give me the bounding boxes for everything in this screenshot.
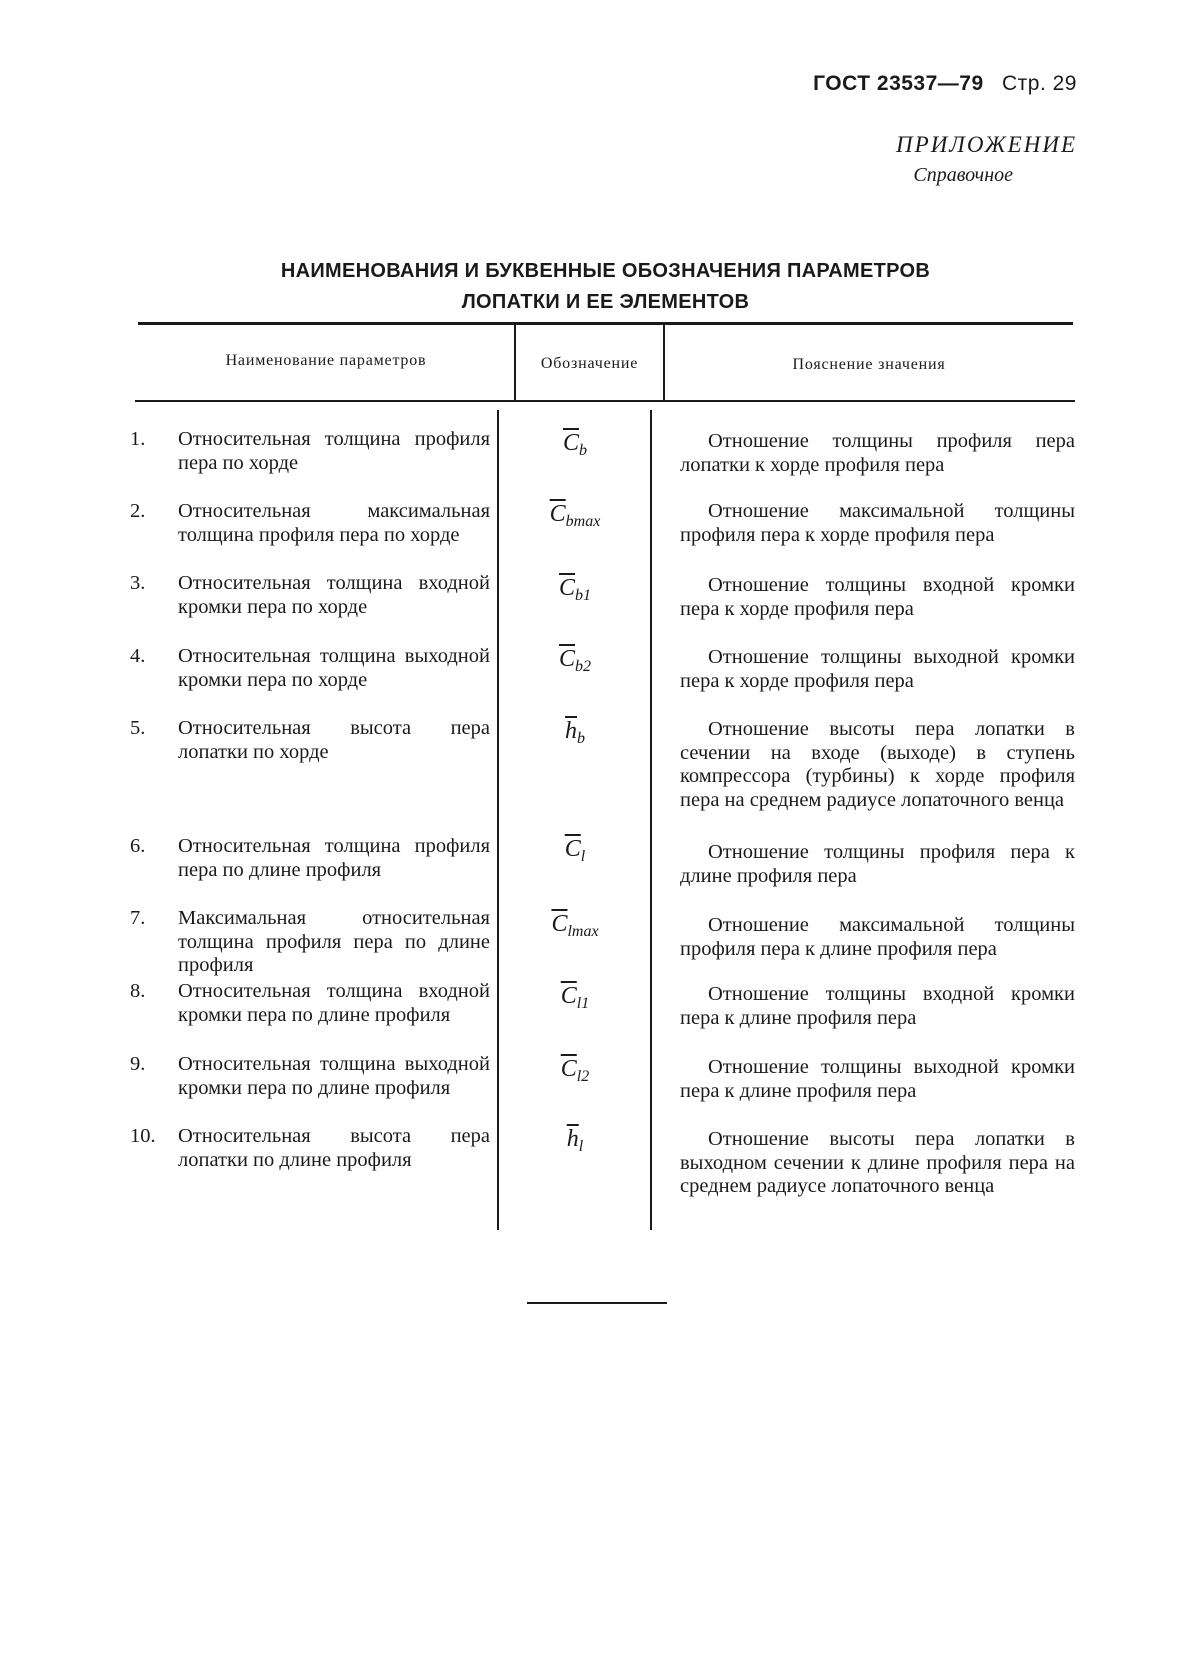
row-number: 2. bbox=[130, 500, 146, 522]
page-header bbox=[813, 72, 1077, 96]
parameter-explanation: Отношение высоты пера лопатки в сечении на входе (выходе) в ступень компрессора (турбины) к хорде профиля пера на среднем радиусе лопаточного венца bbox=[680, 718, 1075, 811]
column-header-name: Наименование параметров bbox=[225, 352, 427, 369]
row-number: 5. bbox=[130, 717, 146, 739]
parameter-explanation: Отношение толщины профиля пера лопатки к хорде профиля пера bbox=[680, 430, 1075, 476]
column-header-explanation: Пояснение значения bbox=[792, 356, 946, 373]
row-number: 9. bbox=[130, 1053, 146, 1075]
table-row-name bbox=[130, 1053, 490, 1100]
table-row-name bbox=[130, 428, 490, 475]
parameter-name: Относительная толщина профиля пера по хорде bbox=[178, 428, 490, 474]
header-divider-2 bbox=[663, 325, 665, 400]
parameter-symbol: $\overline{C}_{lmax}$ bbox=[551, 911, 599, 940]
row-number: 10. bbox=[130, 1125, 156, 1147]
table-top-rule bbox=[138, 322, 1073, 325]
parameter-symbol: $\overline{C}_{l1}$ bbox=[560, 983, 590, 1012]
parameter-explanation: Отношение толщины выходной кромки пера к хорде профиля пера bbox=[680, 646, 1075, 692]
parameter-symbol: $\overline{C}_{b1}$ bbox=[558, 575, 591, 604]
row-number: 4. bbox=[130, 645, 146, 667]
parameter-name: Относительная высота пера лопатки по хорде bbox=[178, 717, 490, 763]
title-line-1: НАИМЕНОВАНИЯ И БУКВЕННЫЕ ОБОЗНАЧЕНИЯ ПАРАМЕТРОВ bbox=[280, 260, 931, 282]
table-row-name bbox=[130, 645, 490, 692]
row-number: 8. bbox=[130, 980, 146, 1002]
parameter-symbol: $\overline{C}_{b2}$ bbox=[558, 646, 591, 675]
table-row-name bbox=[130, 572, 490, 619]
appendix-type: Справочное bbox=[913, 164, 1013, 186]
parameter-symbol: $\overline{h}_l$ bbox=[566, 1126, 584, 1155]
document-title bbox=[138, 256, 1073, 318]
parameter-name: Относительная толщина выходной кромки пера по длине профиля bbox=[178, 1053, 490, 1099]
parameter-symbol: $\overline{C}_{bmax}$ bbox=[549, 501, 601, 530]
column-divider-2 bbox=[650, 410, 652, 1230]
appendix-label bbox=[896, 132, 1077, 187]
parameter-name: Максимальная относительная толщина профиля пера по длине профиля bbox=[178, 907, 490, 976]
header-bottom-rule bbox=[135, 400, 1075, 402]
parameter-explanation: Отношение толщины выходной кромки пера к длине профиля пера bbox=[680, 1056, 1075, 1102]
table-row-name bbox=[130, 717, 490, 764]
title-line-2: ЛОПАТКИ И ЕЕ ЭЛЕМЕНТОВ bbox=[461, 291, 750, 313]
table-row-name bbox=[130, 1125, 490, 1172]
row-number: 3. bbox=[130, 572, 146, 594]
page-number: Стр. 29 bbox=[1002, 72, 1077, 95]
parameter-name: Относительная толщина входной кромки пера по длине профиля bbox=[178, 980, 490, 1026]
parameter-explanation: Отношение толщины профиля пера к длине профиля пера bbox=[680, 841, 1075, 887]
parameter-symbol: $\overline{C}_l$ bbox=[564, 836, 586, 865]
parameter-name: Относительная максимальная толщина профиля пера по хорде bbox=[178, 500, 490, 546]
parameter-symbol: $\overline{C}_{l2}$ bbox=[560, 1056, 590, 1085]
parameter-symbol: $\overline{C}_b$ bbox=[562, 430, 587, 459]
table-row-name bbox=[130, 835, 490, 882]
parameter-explanation: Отношение максимальной толщины профиля пера к хорде профиля пера bbox=[680, 500, 1075, 546]
standard-number: ГОСТ 23537—79 bbox=[813, 72, 984, 95]
column-divider-1 bbox=[497, 410, 499, 1230]
end-rule bbox=[527, 1302, 667, 1304]
parameter-explanation: Отношение толщины входной кромки пера к хорде профиля пера bbox=[680, 574, 1075, 620]
header-divider-1 bbox=[514, 325, 516, 400]
table-row-name bbox=[130, 980, 490, 1027]
appendix-title: ПРИЛОЖЕНИЕ bbox=[896, 132, 1077, 157]
table-row-name bbox=[130, 907, 490, 978]
parameter-name: Относительная высота пера лопатки по длине профиля bbox=[178, 1125, 490, 1171]
table-row-name bbox=[130, 500, 490, 547]
parameter-explanation: Отношение максимальной толщины профиля пера к длине профиля пера bbox=[680, 914, 1075, 960]
parameter-name: Относительная толщина выходной кромки пера по хорде bbox=[178, 645, 490, 691]
parameter-symbol: $\overline{h}_b$ bbox=[565, 718, 585, 747]
parameter-explanation: Отношение высоты пера лопатки в выходном сечении к длине профиля пера на среднем радиусе лопаточного венца bbox=[680, 1128, 1075, 1197]
parameter-name: Относительная толщина входной кромки пера по хорде bbox=[178, 572, 490, 618]
column-header-symbol: Обозначение bbox=[540, 355, 639, 372]
row-number: 7. bbox=[130, 907, 146, 929]
row-number: 6. bbox=[130, 835, 146, 857]
row-number: 1. bbox=[130, 428, 146, 450]
parameter-explanation: Отношение толщины входной кромки пера к длине профиля пера bbox=[680, 983, 1075, 1029]
parameter-name: Относительная толщина профиля пера по длине профиля bbox=[178, 835, 490, 881]
